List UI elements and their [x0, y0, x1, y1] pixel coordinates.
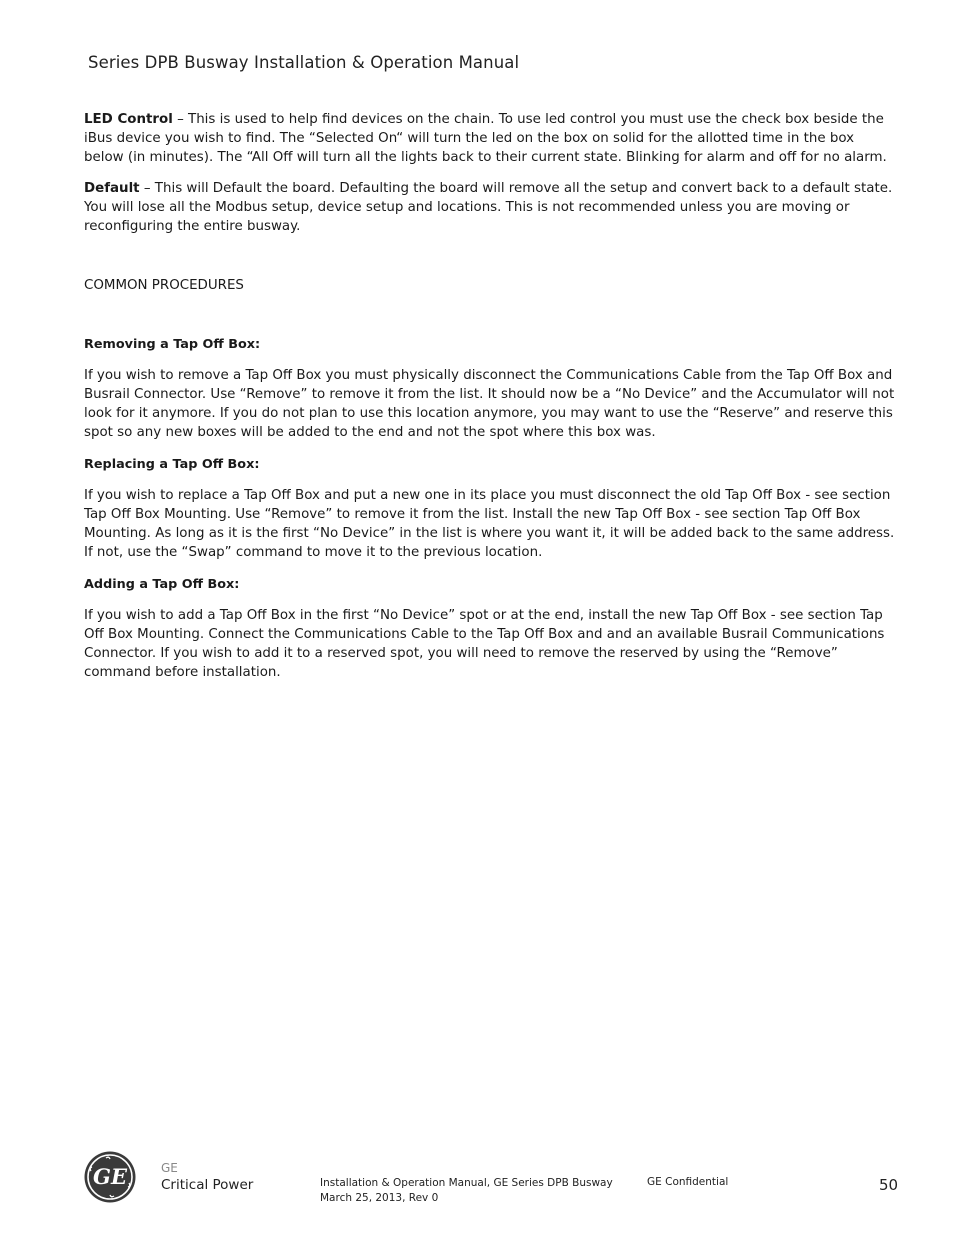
replacing-paragraph: If you wish to replace a Tap Off Box and put a new one in its place you must disconnect the old Tap Off Box - see section Tap Off Box Mounting. Use “Remove” to remove it from the list. Install the new Tap Off Box - see section Tap Off Box Mounting. As long as it is the first “No Device” in the list is where you want it, it will be added back to the same address. If not, use the “Swap” command to move it to the previous location.: [84, 488, 895, 560]
footer-document-info: [320, 1176, 613, 1205]
led-control-paragraph: [84, 111, 896, 167]
removing-paragraph: If you wish to remove a Tap Off Box you must physically disconnect the Communications Cable from the Tap Off Box and Busrail Connector. Use “Remove” to remove it from the list. It should now be a “No Device” and the Accumulator will not look for it anymore. If you do not plan to use this location anymore, you may want to use the “Reserve” and reserve this spot so any new boxes will be added to the end and not the spot where this box was.: [84, 368, 895, 440]
ge-logo-text: GE: [93, 1164, 127, 1189]
led-control-text: – This is used to help find devices on the chain. To use led control you must use the check box beside the iBus device you wish to find. The “Selected On“ will turn the led on the box on solid for the allotted time in the box below (in minutes). The “All Off will turn all the lights back to their current state. Blinking for alarm and off for no alarm.: [84, 112, 887, 165]
default-text: – This will Default the board. Defaulting the board will remove all the setup and convert back to a default state. You will lose all the Modbus setup, device setup and locations. This is not recommended unless you are moving or reconfiguring the entire busway.: [84, 181, 893, 234]
default-paragraph: [84, 180, 896, 236]
page-number: 50: [879, 1176, 899, 1194]
footer-company-short: GE: [161, 1161, 178, 1175]
footer-company: [161, 1160, 253, 1194]
footer-company-division: Critical Power: [161, 1177, 254, 1193]
adding-heading: Adding a Tap Off Box:: [84, 576, 240, 592]
led-control-label: LED Control: [84, 112, 173, 127]
page-content: [84, 111, 896, 696]
page-header-title: Series DPB Busway Installation & Operation Manual: [88, 53, 520, 72]
footer-doc-date: March 25, 2013, Rev 0: [320, 1191, 439, 1204]
footer-doc-title: Installation & Operation Manual, GE Series DPB Busway: [320, 1177, 613, 1189]
section-heading: COMMON PROCEDURES: [84, 277, 244, 293]
adding-paragraph: If you wish to add a Tap Off Box in the first “No Device” spot or at the end, install the new Tap Off Box - see section Tap Off Box Mounting. Connect the Communications Cable to the Tap Off Box and and an available Busrail Communications Connector. If you wish to add it to a reserved spot, you will need to remove the reserved by using the “Remove” command before installation.: [84, 608, 885, 680]
default-label: Default: [84, 181, 140, 197]
removing-heading: Removing a Tap Off Box:: [84, 336, 261, 352]
ge-logo-icon: [84, 1151, 136, 1203]
footer-confidential: GE Confidential: [647, 1176, 729, 1188]
replacing-heading: Replacing a Tap Off Box:: [84, 456, 260, 472]
